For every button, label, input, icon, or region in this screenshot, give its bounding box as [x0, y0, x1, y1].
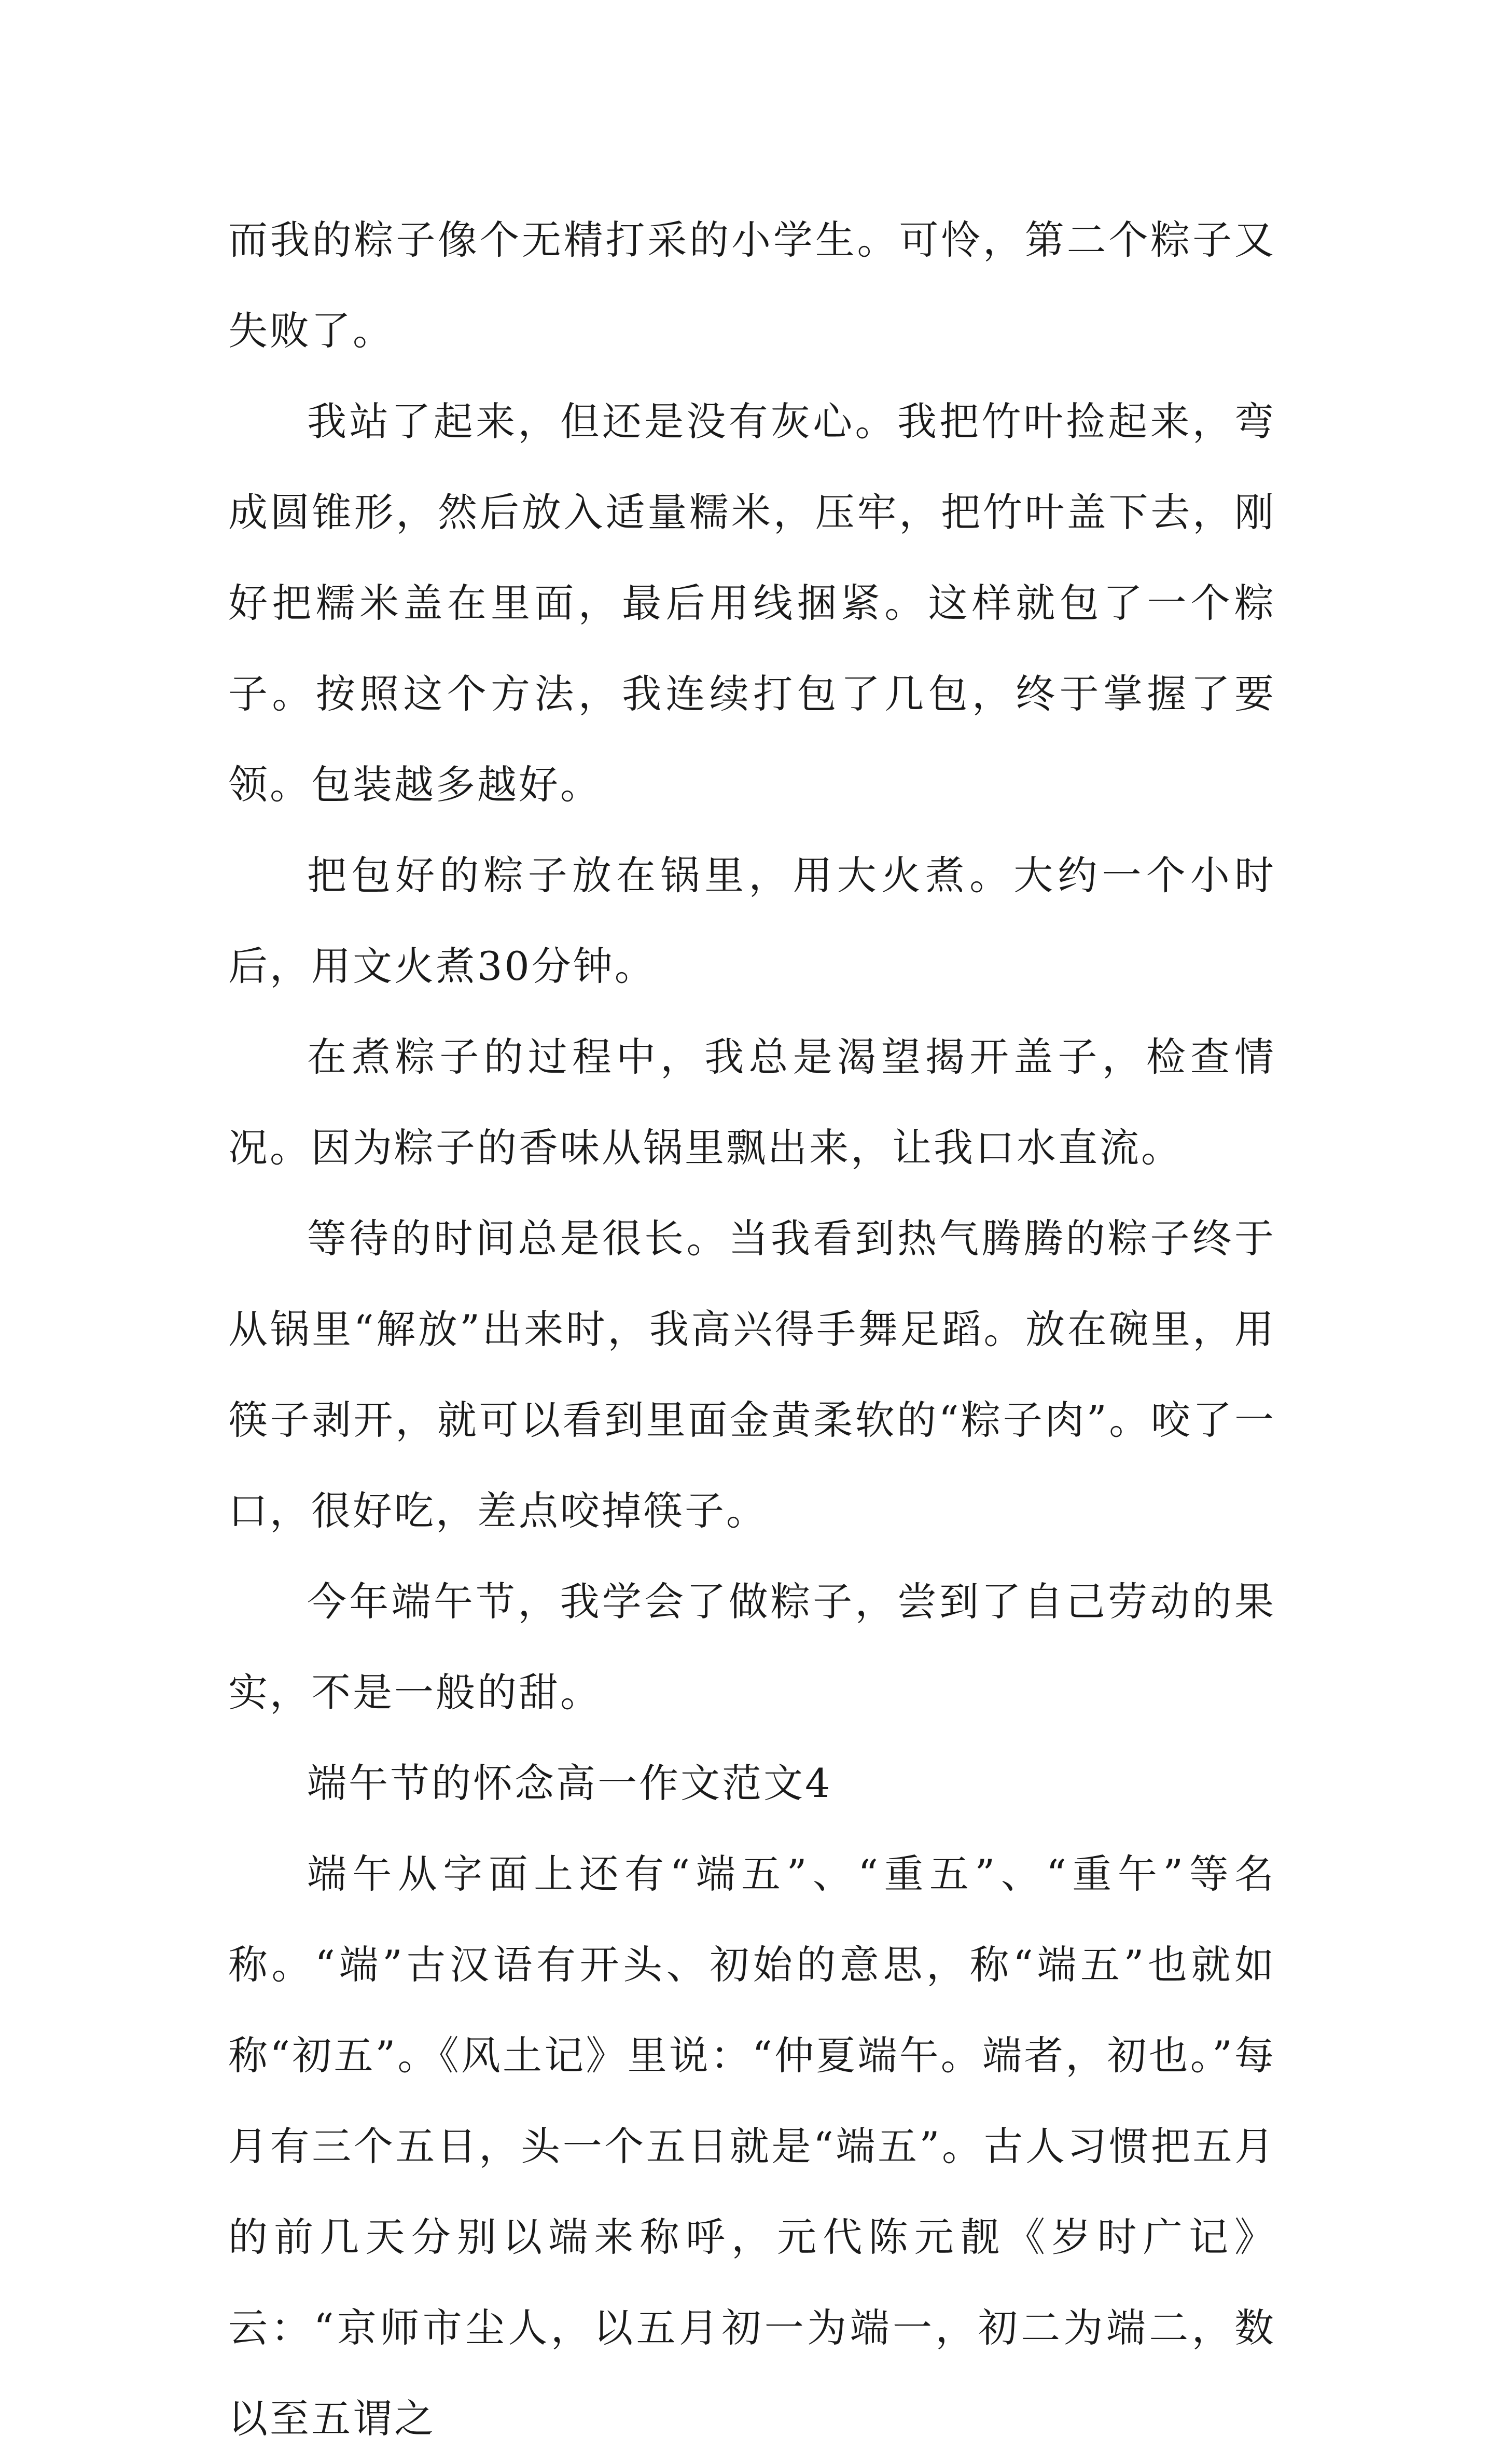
paragraph-5: 等待的时间总是很长。当我看到热气腾腾的粽子终于从锅里“解放”出来时，我高兴得手舞足蹈。放在碗里，用筷子剥开，就可以看到里面金黄柔软的“粽子肉”。咬了一口，很好吃，差点咬掉筷子。: [228, 1215, 1276, 1534]
paragraph-2: 我站了起来，但还是没有灰心。我把竹叶捡起来，弯成圆锥形，然后放入适量糯米，压牢，把竹叶盖下去，刚好把糯米盖在里面，最后用线捆紧。这样就包了一个粽子。按照这个方法，我连续打包了几包，终于掌握了要领。包装越多越好。: [228, 398, 1276, 808]
paragraph-3: 把包好的粽子放在锅里，用大火煮。大约一个小时后，用文火煮30分钟。: [228, 852, 1276, 989]
paragraph-6: 今年端午节，我学会了做粽子，尝到了自己劳动的果实，不是一般的甜。: [228, 1579, 1276, 1715]
paragraph-7: 端午从字面上还有“端五”、“重五”、“重午”等名称。“端”古汉语有开头、初始的意思，称“端五”也就如称“初五”。《风土记》里说：“仲夏端午。端者，初也。”每月有三个五日，头一个五日就是“端五”。古人习惯把五月的前几天分别以端来称呼，元代陈元靓《岁时广记》云：“京师市尘人，以五月初一为端一，初二为端二，数以至五谓之: [228, 1851, 1276, 2442]
paragraph-1: 而我的粽子像个无精打采的小学生。可怜，第二个粽子又失败了。: [228, 217, 1276, 354]
document-body: [228, 195, 1276, 2464]
section-heading: 端午节的怀念高一作文范文4: [307, 1760, 832, 1806]
paragraph-4: 在煮粽子的过程中，我总是渴望揭开盖子，检查情况。因为粽子的香味从锅里飘出来，让我口水直流。: [228, 1034, 1276, 1171]
